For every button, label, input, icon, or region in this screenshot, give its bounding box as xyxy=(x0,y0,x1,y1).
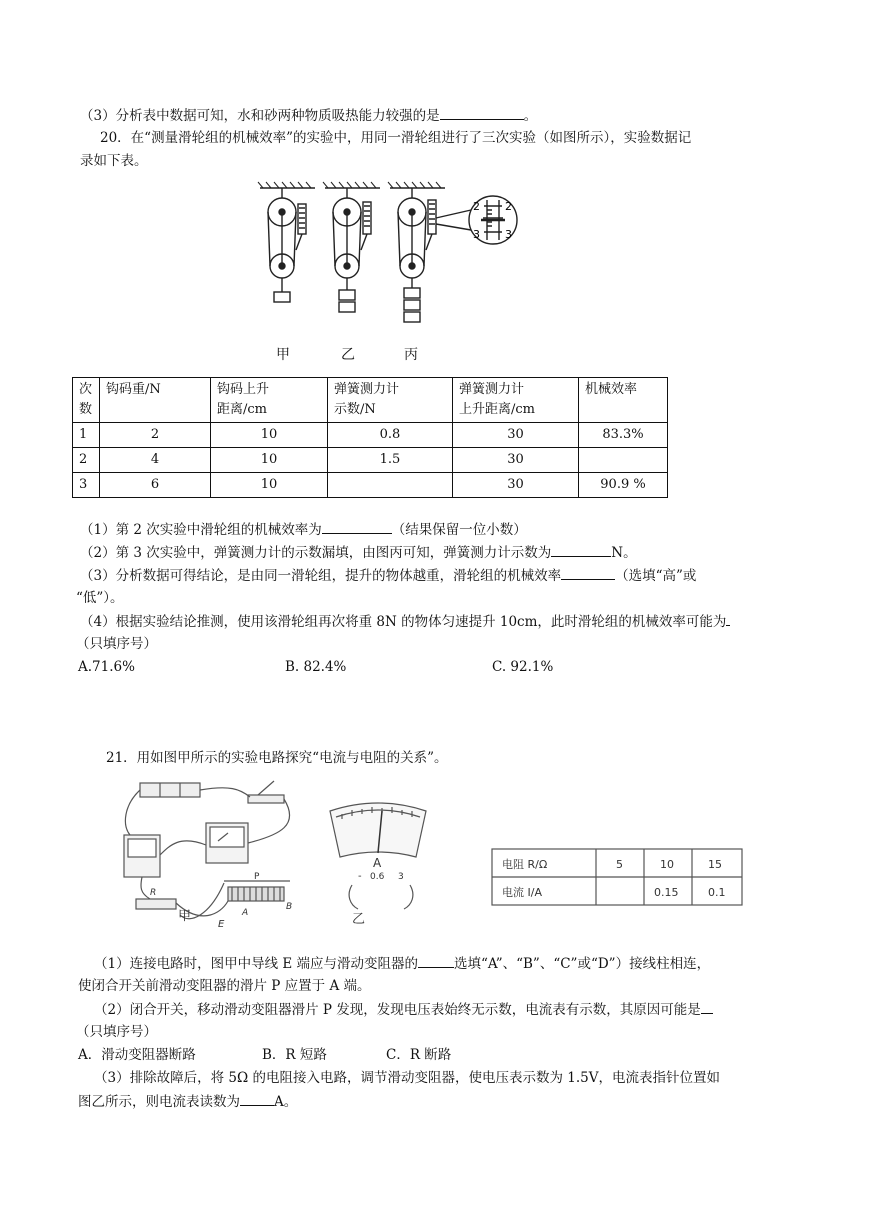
table-cell[interactable] xyxy=(328,473,453,498)
header-cell: 次 数 xyxy=(73,378,100,423)
terminal-3: 3 xyxy=(398,872,404,882)
table-cell: 1 xyxy=(73,423,100,448)
answer-blank[interactable] xyxy=(561,565,615,580)
scale-mark: 2 xyxy=(505,200,512,213)
table-cell: 电阻 R/Ω xyxy=(502,858,548,871)
q20-part2: （2）第 3 次实验中，弹簧测力计的示数漏填，由图丙可知，弹簧测力计示数为 N。 xyxy=(80,542,637,563)
header-cell: 钩码上升 距离/cm xyxy=(211,378,328,423)
q19-part3: （3）分析表中数据可知，水和砂两种物质吸热能力较强的是 。 xyxy=(80,105,537,126)
table-cell: 0.1 xyxy=(708,886,726,899)
header-cell: 弹簧测力计 上升距离/cm xyxy=(453,378,579,423)
header-cell: 机械效率 xyxy=(579,378,668,423)
option-c[interactable]: C．R 断路 xyxy=(386,1047,452,1063)
table-cell: 2 xyxy=(100,423,211,448)
table-cell: 0.15 xyxy=(654,886,679,899)
q21-part3: （3）排除故障后，将 5Ω 的电阻接入电路，调节滑动变阻器，使电压表示数为 1.5V，电流表指针位置如 xyxy=(94,1070,720,1086)
fig-label-yi: 乙 xyxy=(352,912,366,927)
table-cell: 1.5 xyxy=(328,448,453,473)
table-cell: 30 xyxy=(453,448,579,473)
q21-part2: （2）闭合开关，移动滑动变阻器滑片 P 发现，发现电压表始终无示数，电流表有示数，其原因可能是 xyxy=(94,999,713,1020)
answer-blank[interactable] xyxy=(701,999,713,1014)
answer-blank[interactable] xyxy=(551,542,611,557)
table-row xyxy=(73,473,668,498)
table-cell: 15 xyxy=(708,858,722,871)
q20-part4: （4）根据实验结论推测，使用该滑轮组再次将重 8N 的物体匀速提升 10cm，此时滑轮组的机械效率可能为 xyxy=(80,611,730,632)
table-cell: 3 xyxy=(73,473,100,498)
table-cell: 6 xyxy=(100,473,211,498)
option-a[interactable]: A．滑动变阻器断路 xyxy=(78,1047,196,1063)
answer-blank[interactable] xyxy=(240,1091,274,1106)
table-cell: 4 xyxy=(100,448,211,473)
table-cell: 0.8 xyxy=(328,423,453,448)
answer-blank[interactable] xyxy=(726,611,730,626)
table-cell: 30 xyxy=(453,423,579,448)
terminal-0-6: 0.6 xyxy=(370,872,385,882)
circuit-figure xyxy=(120,775,760,935)
option-c[interactable]: C. 92.1% xyxy=(492,659,554,675)
q20-data-table xyxy=(72,377,668,498)
slider-label-p: P xyxy=(254,872,260,882)
wire-label-e: E xyxy=(218,919,225,930)
fig-label-jia: 甲 xyxy=(178,909,192,924)
q20-part3: （3）分析数据可得结论，是由同一滑轮组，提升的物体越重，滑轮组的机械效率 （选填“高”或 xyxy=(80,565,696,586)
option-b[interactable]: B．R 短路 xyxy=(262,1047,327,1063)
terminal-label-b: B xyxy=(286,902,293,912)
q21-part3-cont: 图乙所示，则电流表读数为 A。 xyxy=(78,1091,297,1112)
table-cell: 83.3% xyxy=(579,423,668,448)
pulley-figure xyxy=(255,180,535,370)
answer-blank[interactable] xyxy=(440,105,524,120)
fig-label-bing: 丙 xyxy=(404,347,418,363)
fig-label-yi: 乙 xyxy=(341,347,355,363)
table-header-row xyxy=(73,378,668,423)
table-cell: 90.9 % xyxy=(579,473,668,498)
header-cell: 弹簧测力计 示数/N xyxy=(328,378,453,423)
meter-label-a: A xyxy=(373,856,382,870)
answer-blank[interactable] xyxy=(322,519,392,534)
scale-mark: 3 xyxy=(473,228,480,241)
table-cell: 电流 I/A xyxy=(502,886,542,899)
q20-intro-line2: 录如下表。 xyxy=(80,153,148,169)
q21-part2-cont: （只填序号） xyxy=(76,1024,157,1040)
table-cell: 5 xyxy=(616,858,623,871)
resistor-label-r: R xyxy=(150,888,157,898)
q20-intro-line1: 20．在“测量滑轮组的机械效率”的实验中，用同一滑轮组进行了三次实验（如图所示），实验数据记 xyxy=(100,130,692,146)
q20-part3-cont: “低”）。 xyxy=(76,590,124,606)
header-cell: 钩码重/N xyxy=(100,378,211,423)
table-cell[interactable] xyxy=(579,448,668,473)
fig-label-jia: 甲 xyxy=(276,347,290,363)
terminal-label-a: A xyxy=(242,908,249,918)
table-cell: 10 xyxy=(211,423,328,448)
q21-part1-cont: 使闭合开关前滑动变阻器的滑片 P 应置于 A 端。 xyxy=(78,978,371,994)
table-cell: 30 xyxy=(453,473,579,498)
scale-mark: 2 xyxy=(473,200,480,213)
table-cell: 10 xyxy=(211,448,328,473)
q20-part1: （1）第 2 次实验中滑轮组的机械效率为 （结果保留一位小数） xyxy=(80,519,527,540)
table-row xyxy=(73,423,668,448)
option-b[interactable]: B. 82.4% xyxy=(285,659,347,675)
table-cell: 10 xyxy=(660,858,674,871)
option-a[interactable]: A.71.6% xyxy=(78,659,135,675)
scale-mark: 3 xyxy=(505,228,512,241)
q20-part4-cont: （只填序号） xyxy=(76,636,157,652)
q21-intro: 21．用如图甲所示的实验电路探究“电流与电阻的关系”。 xyxy=(106,750,448,766)
table-cell: 10 xyxy=(211,473,328,498)
q21-part1: （1）连接电路时，图甲中导线 E 端应与滑动变阻器的 选填“A”、“B”、“C”或“D”）接线柱相连， xyxy=(94,953,710,974)
terminal-minus: - xyxy=(358,871,362,882)
table-cell: 2 xyxy=(73,448,100,473)
answer-blank[interactable] xyxy=(418,953,454,968)
table-row xyxy=(73,448,668,473)
